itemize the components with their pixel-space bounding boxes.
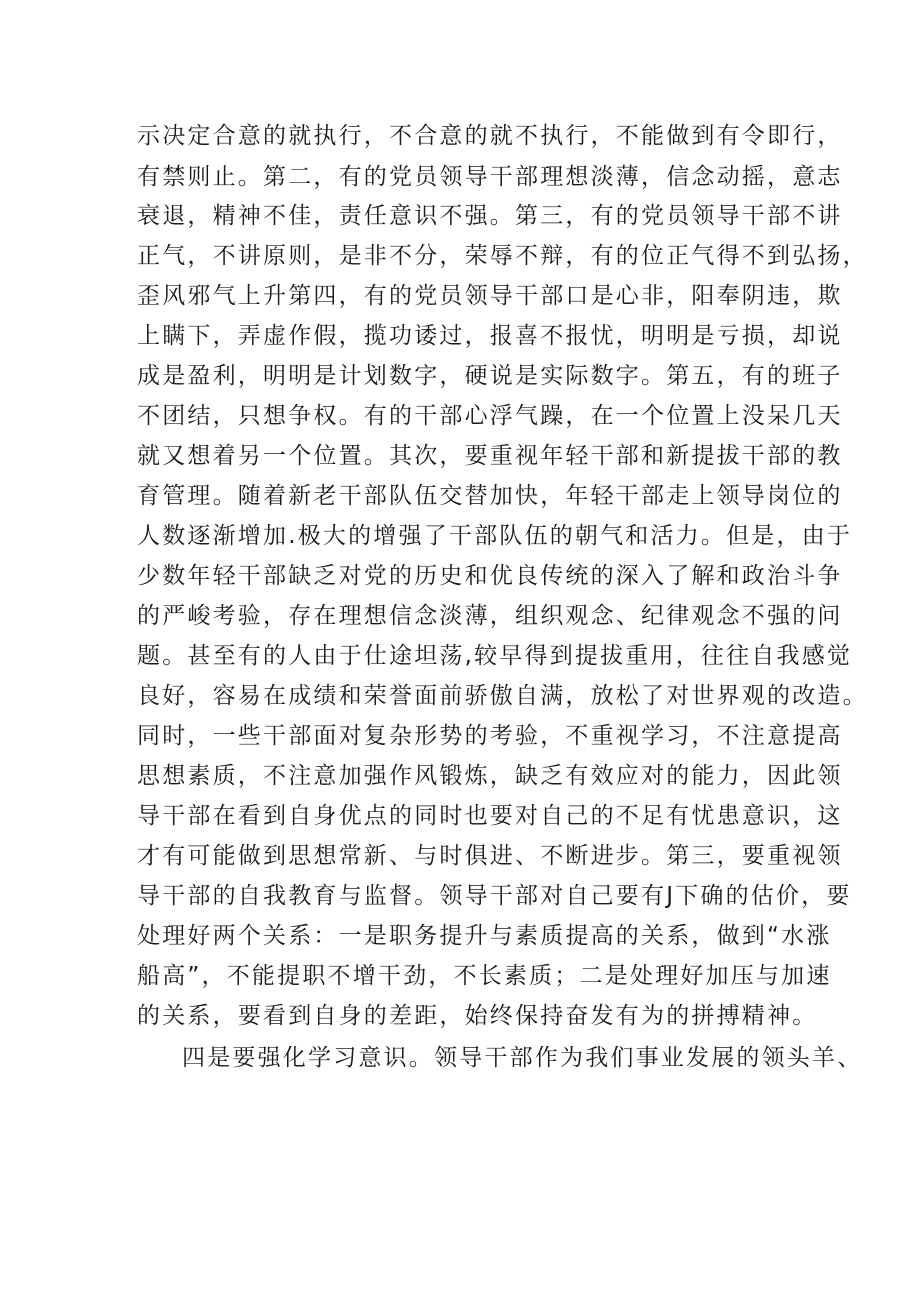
text-line-16: 同时，一些干部面对复杂形势的考验，不重视学习，不注意提高 (137, 723, 843, 749)
text-line-15: 良好，容易在成绩和荣誉面前骄傲自满，放松了对世界观的改造。 (137, 683, 868, 709)
text-line-2: 有禁则止。第二，有的党员领导干部理想淡薄，信念动摇，意志 (137, 164, 843, 190)
text-line-7: 成是盈利，明明是计划数字，硬说是实际数字。第五，有的班子 (137, 363, 843, 389)
text-line-8: 不团结，只想争权。有的干部心浮气躁，在一个位置上没呆几天 (137, 403, 843, 429)
text-line-14: 题。甚至有的人由于仕途坦荡,较早得到提拔重用，往往自我感觉 (137, 643, 853, 669)
text-line-11: 人数逐渐增加.极大的增强了干部队伍的朝气和活力。但是，由于 (137, 523, 853, 549)
text-line-10: 育管理。随着新老干部队伍交替加快，年轻干部走上领导岗位的 (137, 483, 843, 509)
text-line-22: 船高”，不能提职不增干劲，不长素质；二是处理好加压与加速 (137, 963, 832, 989)
text-line-12: 少数年轻干部缺乏对党的历史和优良传统的深入了解和政治斗争 (137, 563, 843, 589)
text-line-19: 才有可能做到思想常新、与时俱进、不断进步。第三，要重视领 (137, 843, 843, 869)
text-line-5: 歪风邪气上升第四，有的党员领导干部口是心非，阳奉阴违，欺 (137, 283, 843, 309)
text-line-6: 上瞒下，弄虚作假，揽功诿过，报喜不报忧，明明是亏损，却说 (137, 323, 843, 349)
text-line-23: 的关系，要看到自身的差距，始终保持奋发有为的拼搏精神。 (137, 1003, 818, 1029)
text-line-13: 的严峻考验，存在理想信念淡薄，组织观念、纪律观念不强的问 (137, 603, 843, 629)
text-line-1: 示决定合意的就执行，不合意的就不执行，不能做到有令即行， (137, 123, 843, 149)
text-line-17: 思想素质，不注意加强作风锻炼，缺乏有效应对的能力，因此领 (137, 763, 843, 789)
text-line-9: 就又想着另一个位置。其次，要重视年轻干部和新提拔干部的教 (137, 443, 843, 469)
text-line-18: 导干部在看到自身优点的同时也要对自己的不足有忧患意识，这 (137, 803, 843, 829)
text-line-24-paragraph-start: 四是要强化学习意识。领导干部作为我们事业发展的领头羊、 (182, 1045, 863, 1071)
text-line-3: 衰退，精神不佳，责任意识不强。第三，有的党员领导干部不讲 (137, 203, 843, 229)
text-line-21: 处理好两个关系：一是职务提升与素质提高的关系，做到“水涨 (137, 923, 832, 949)
text-line-4: 正气，不讲原则，是非不分，荣辱不辩，有的位正气得不到弘扬， (137, 243, 868, 269)
text-line-20: 导干部的自我教育与监督。领导干部对自己要有J下确的估价，要 (137, 883, 852, 909)
